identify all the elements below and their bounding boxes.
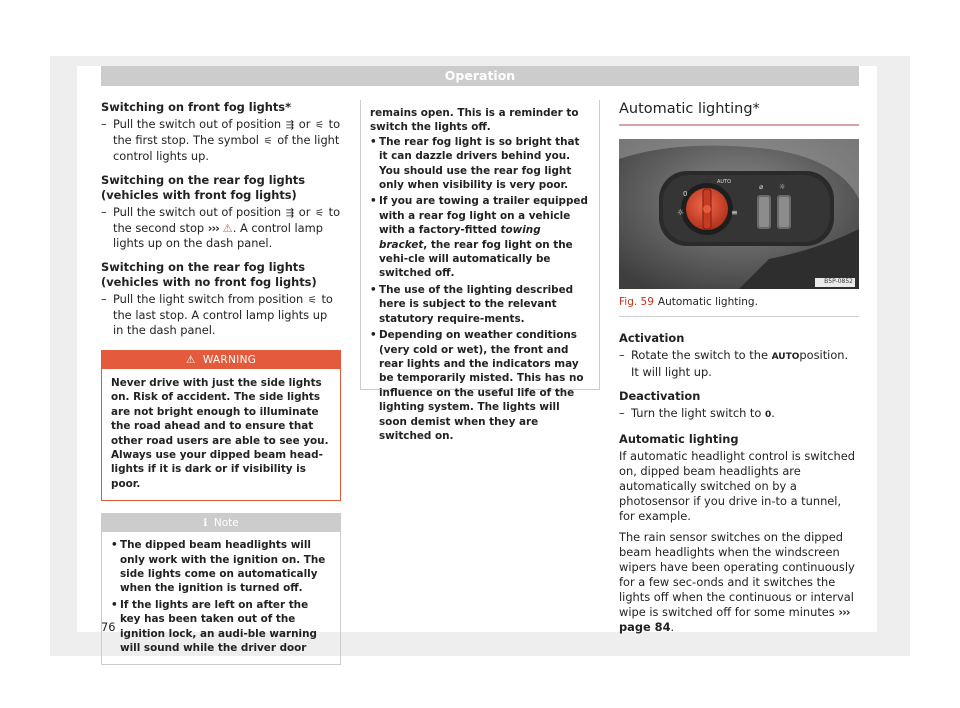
cross-reference-arrow[interactable]: ››› — [207, 221, 219, 235]
front-fog-heading: Switching on front fog lights* — [101, 100, 292, 114]
side-light-icon: ⇶ — [285, 120, 295, 131]
cross-reference-arrow[interactable]: ››› — [838, 605, 850, 619]
warning-header: ⚠ WARNING — [102, 351, 340, 369]
dipped-beam-icon: ⚟ — [315, 208, 325, 219]
activation-heading: Activation — [619, 331, 685, 345]
figure-code: B5P-0852 — [824, 278, 853, 285]
activation-step: – Rotate the switch to the AUTOposition. It will light up. — [619, 348, 859, 380]
svg-text:AUTO: AUTO — [717, 179, 732, 185]
deactivation-heading: Deactivation — [619, 389, 701, 403]
light-switch-illustration — [619, 139, 859, 289]
page-number: 76 — [101, 620, 116, 634]
svg-text:☼: ☼ — [677, 208, 685, 217]
section-header: Operation — [101, 66, 859, 86]
note-bullet: • Depending on weather conditions (very cold or wet), the front and rear lights and the indicators may be temporarily misted. This has no influence on the useful life of the lighting system. The lights will soon demist when they are switched on. — [370, 328, 590, 443]
section-title: Automatic lighting* — [619, 100, 859, 126]
rain-sensor-paragraph: The rain sensor switches on the dipped beam headlights when the windscreen wipers have been operating continuously for a few sec-onds and it switches the lights off when the continuous or interval wipe is switched off for some minutes ››› page 84. — [619, 530, 855, 634]
side-light-icon: ⇶ — [285, 208, 295, 219]
auto-lighting-heading: Automatic lighting — [619, 432, 739, 446]
svg-text:⌀: ⌀ — [759, 183, 764, 191]
column-3 — [619, 100, 859, 635]
column-2 — [360, 100, 600, 442]
rear-fog-step: – Pull the switch out of position ⇶ or ⚟ to the second stop ››› ⚠. A control lamp lights up on the dash panel. — [101, 205, 341, 251]
dipped-beam-icon: ⚟ — [315, 120, 325, 131]
note-continuation-text: remains open. This is a reminder to switch the lights off. — [370, 107, 579, 134]
note-box — [101, 513, 341, 664]
note-icon: ℹ — [203, 517, 208, 530]
note-bullet: • The dipped beam headlights will only work with the ignition on. The side lights come on automatically when the ignition is turned off. — [111, 538, 331, 596]
note-bullet: • The use of the lighting described here is subject to the relevant statutory require-ments. — [370, 283, 590, 326]
figure-label: Fig. 59 — [619, 296, 654, 308]
note-bullet: • If you are towing a trailer equipped with a rear fog light on a vehicle with a factory-fitted towing bracket, the rear fog light on the vehi-cle will automatically be switched off. — [370, 194, 590, 280]
svg-text:≡: ≡ — [731, 208, 738, 217]
auto-lighting-paragraph: If automatic headlight control is switched on, dipped beam headlights are automatically switched on by a photosensor if you drive in-to a tunnel, for example. — [619, 449, 855, 523]
page-reference-link[interactable]: page 84 — [619, 620, 671, 634]
light-switch-figure — [619, 139, 859, 289]
off-symbol: 0 — [765, 410, 772, 420]
figure-caption: Fig. 59 Automatic lighting. — [619, 295, 859, 317]
rear-nofog-step: – Pull the light switch from position ⚟ to the last stop. A control lamp lights up in the dash panel. — [101, 292, 341, 338]
warning-triangle-icon: ⚠ — [185, 354, 196, 366]
fog-light-icon: ⚟ — [263, 136, 273, 147]
rear-fog-heading: Switching on the rear fog lights (vehicles with front fog lights) — [101, 173, 306, 202]
svg-text:☼: ☼ — [779, 183, 786, 191]
warning-triangle-icon[interactable]: ⚠ — [222, 221, 233, 235]
deactivation-step: – Turn the light switch to 0. — [619, 406, 859, 423]
svg-text:0: 0 — [683, 190, 688, 198]
note-header: ℹ Note — [102, 514, 340, 532]
auto-symbol: AUTO — [771, 352, 800, 362]
column-1 — [101, 100, 341, 665]
warning-text: Never drive with just the side lights on. Risk of accident. The side lights are not bright enough to illuminate the road ahead and to ensure that other road users are able to see you. Always use your dipped beam head-lights if it is dark or if visibility is poor. — [111, 377, 329, 490]
note-continuation-box — [360, 100, 600, 442]
rear-nofog-heading: Switching on the rear fog lights (vehicles with no front fog lights) — [101, 260, 317, 289]
note-bullet: • If the lights are left on after the key has been taken out of the ignition lock, an audi-ble warning will sound while the driver door — [111, 598, 331, 656]
warning-box — [101, 350, 341, 501]
front-fog-step: – Pull the switch out of position ⇶ or ⚟ to the first stop. The symbol ⚟ of the light control lights up. — [101, 117, 341, 164]
note-bullet: • The rear fog light is so bright that it can dazzle drivers behind you. You should use the rear fog light only when visibility is very poor. — [370, 135, 590, 193]
note-body — [102, 532, 340, 663]
dipped-beam-icon: ⚟ — [307, 295, 317, 306]
